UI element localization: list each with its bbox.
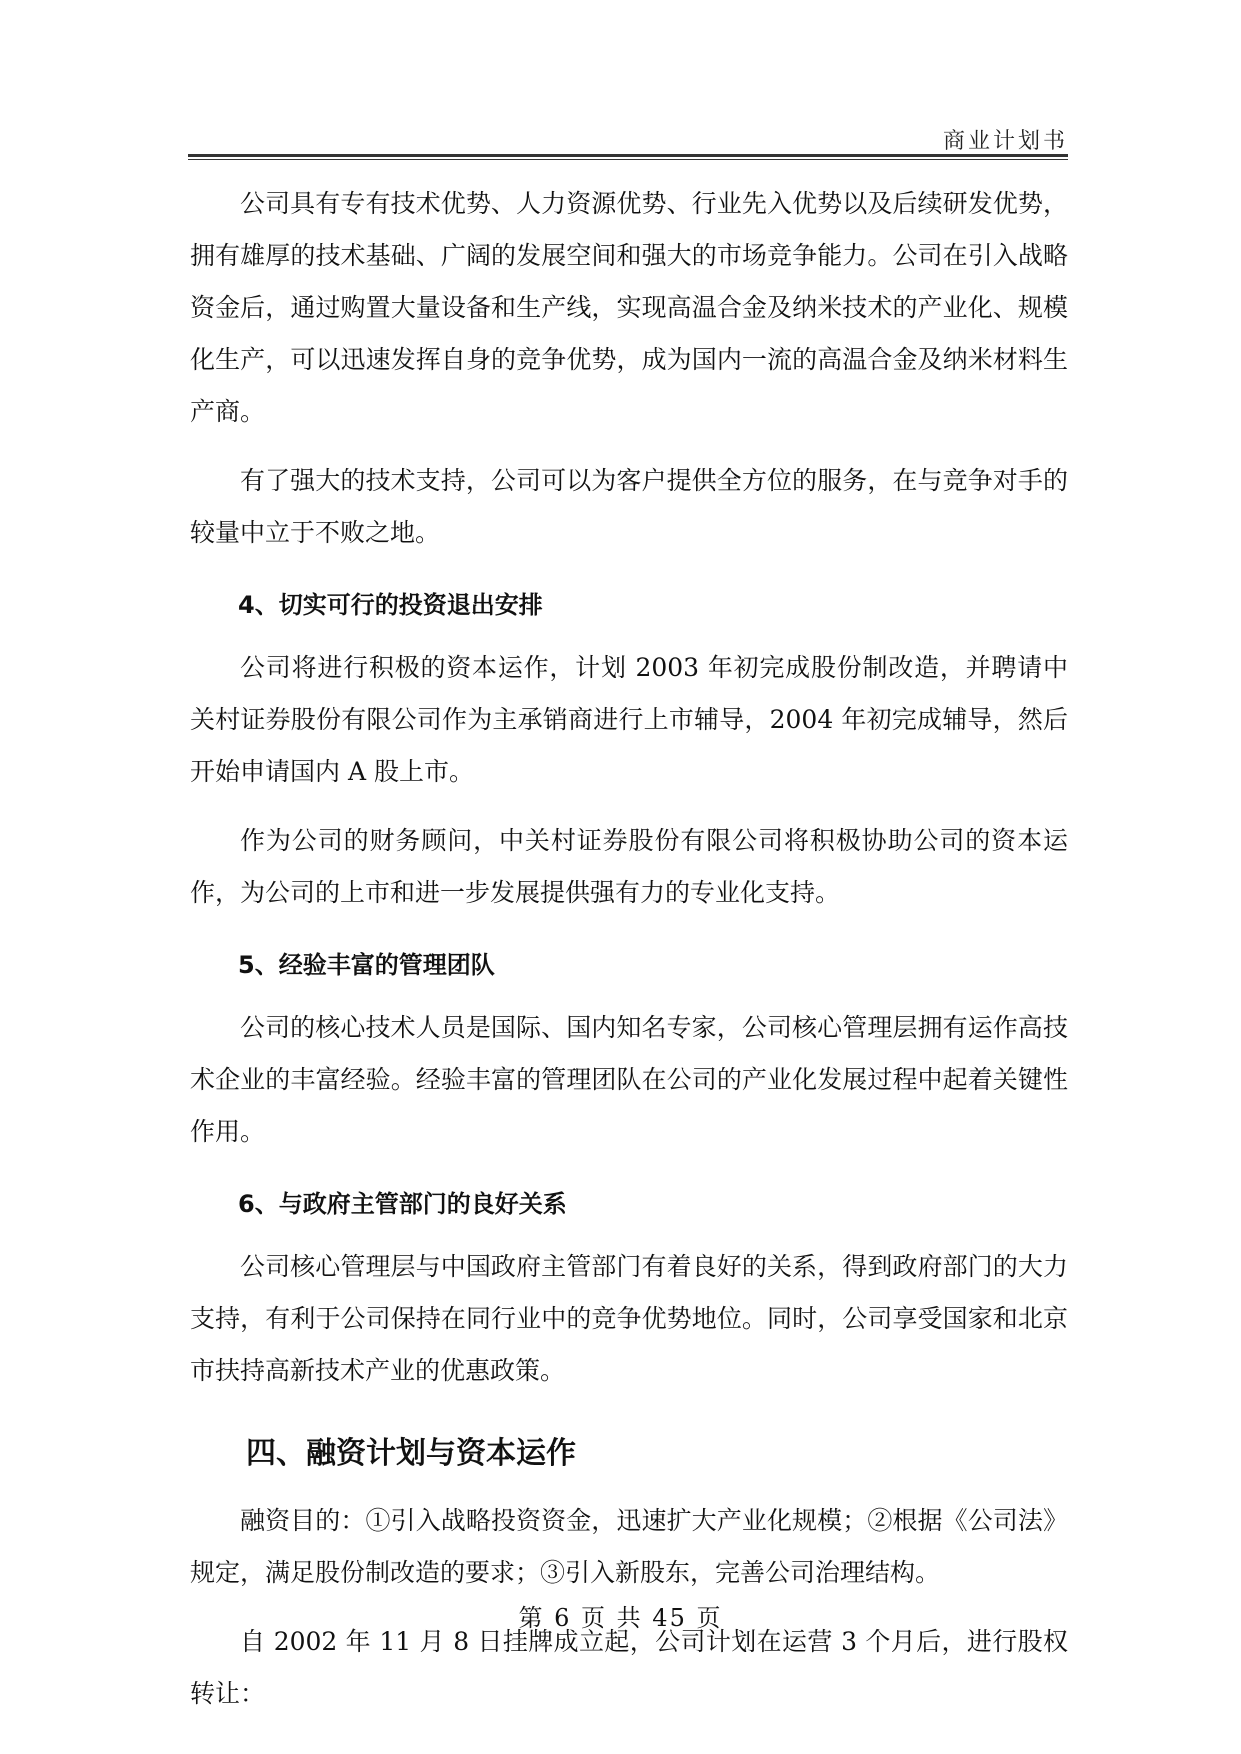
paragraph-financing-purpose: 融资目的：①引入战略投资资金，迅速扩大产业化规模；②根据《公司法》规定，满足股份制改造的要求；③引入新股东，完善公司治理结构。 <box>190 1506 1068 1587</box>
subheading-government-relations: 6、与政府主管部门的良好关系 <box>238 1190 567 1218</box>
paragraph-management-team: 公司的核心技术人员是国际、国内知名专家，公司核心管理层拥有运作高技术企业的丰富经验。经验丰富的管理团队在公司的产业化发展过程中起着关键性作用。 <box>190 1013 1068 1146</box>
paragraph-equity-transfer: 自 2002 年 11 月 8 日挂牌成立起，公司计划在运营 3 个月后，进行股权转让： <box>190 1627 1068 1708</box>
subheading-management-team: 5、经验丰富的管理团队 <box>238 951 495 979</box>
subheading-exit-arrangement: 4、切实可行的投资退出安排 <box>238 591 543 619</box>
document-body <box>190 178 1068 1737</box>
section-heading-financing: 四、融资计划与资本运作 <box>246 1436 576 1471</box>
page-number: 第 6 页 共 45 页 <box>518 1604 723 1632</box>
paragraph-capital-operation: 公司将进行积极的资本运作，计划 2003 年初完成股份制改造，并聘请中关村证券股份有限公司作为主承销商进行上市辅导，2004 年初完成辅导，然后开始申请国内 A 股上市。 <box>190 653 1068 786</box>
paragraph-financial-advisor: 作为公司的财务顾问，中关村证券股份有限公司将积极协助公司的资本运作，为公司的上市和进一步发展提供强有力的专业化支持。 <box>190 826 1068 907</box>
header-title: 商业计划书 <box>942 129 1068 154</box>
header-rule <box>188 154 1068 157</box>
paragraph-advantages: 公司具有专有技术优势、人力资源优势、行业先入优势以及后续研发优势，拥有雄厚的技术基础、广阔的发展空间和强大的市场竞争能力。公司在引入战略资金后，通过购置大量设备和生产线，实现高温合金及纳米技术的产业化、规模化生产，可以迅速发挥自身的竞争优势，成为国内一流的高温合金及纳米材料生产商。 <box>190 189 1068 426</box>
header-rule-thin <box>188 159 1068 160</box>
paragraph-tech-support: 有了强大的技术支持，公司可以为客户提供全方位的服务，在与竞争对手的较量中立于不败之地。 <box>190 466 1068 547</box>
paragraph-government-relations: 公司核心管理层与中国政府主管部门有着良好的关系，得到政府部门的大力支持，有利于公司保持在同行业中的竞争优势地位。同时，公司享受国家和北京市扶持高新技术产业的优惠政策。 <box>190 1252 1068 1385</box>
